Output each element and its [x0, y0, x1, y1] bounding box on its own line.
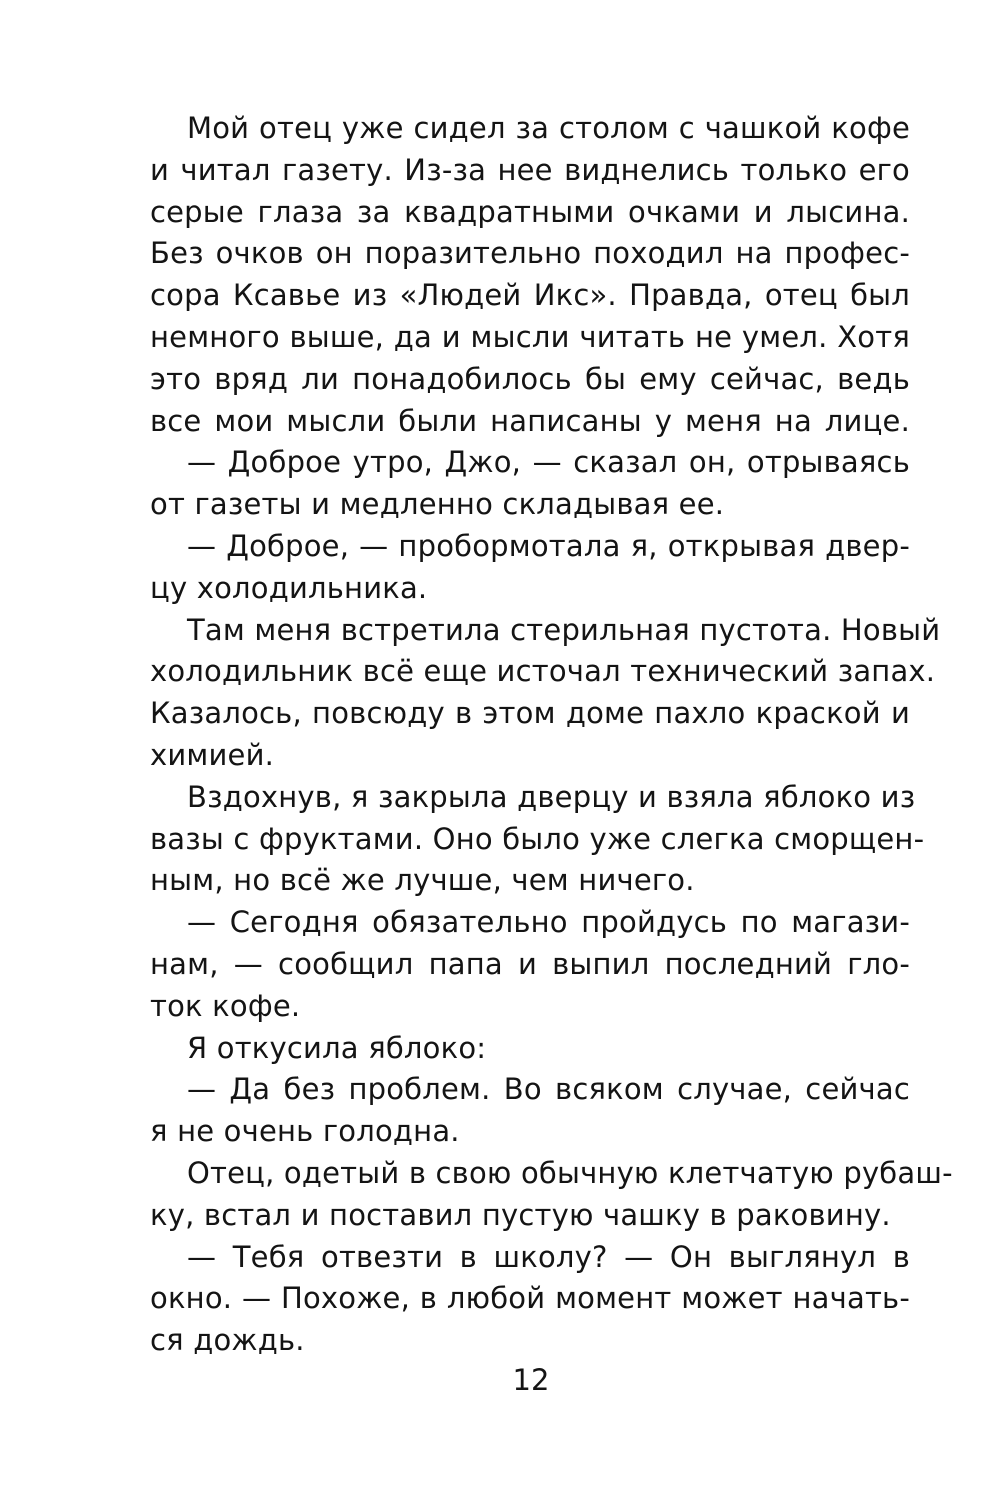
paragraph: [150, 1028, 910, 1070]
text-line: от газеты и медленно складывая ее.: [150, 487, 725, 522]
text-line: Казалось, повсюду в этом доме пахло краской и: [150, 696, 910, 731]
text-line: немного выше, да и мысли читать не умел. Хотя: [150, 319, 910, 354]
text-line: все мои мысли были написаны у меня на лице.: [150, 403, 910, 438]
paragraph: [150, 108, 910, 442]
paragraph: [150, 1237, 910, 1362]
text-line: нам, — сообщил папа и выпил последний гло-: [150, 946, 910, 981]
text-line: Без очков он поразительно походил на профес-: [150, 236, 910, 271]
text-line: — Да без проблем. Во всяком случае, сейчас: [187, 1072, 910, 1107]
text-line: Мой отец уже сидел за столом с чашкой кофе: [187, 111, 910, 145]
text-line: — Доброе, — пробормотала я, открывая двер-: [187, 528, 910, 563]
paragraph: [150, 1153, 953, 1237]
book-page-text: [150, 108, 953, 1362]
text-line: ку, встал и поставил пустую чашку в раковину.: [150, 1197, 891, 1232]
text-line: цу холодильника.: [150, 570, 428, 605]
paragraph: [150, 610, 941, 777]
text-line: Отец, одетый в свою обычную клетчатую рубаш-: [187, 1155, 953, 1190]
text-line: — Доброе утро, Джо, — сказал он, отрываясь: [187, 445, 910, 480]
text-line: — Сегодня обязательно пройдусь по магази-: [187, 905, 910, 940]
text-line: ся дождь.: [150, 1323, 305, 1358]
text-line: и читал газету. Из-за нее виднелись только его: [150, 152, 910, 187]
text-line: ным, но всё же лучше, чем ничего.: [150, 863, 695, 898]
text-line: я не очень голодна.: [150, 1114, 460, 1149]
text-line: Я откусила яблоко:: [187, 1030, 487, 1065]
paragraph: [150, 442, 910, 526]
paragraph: [150, 902, 910, 1027]
page-number: 12: [512, 1363, 550, 1397]
text-line: Там меня встретила стерильная пустота. Новый: [187, 612, 941, 647]
text-line: вазы с фруктами. Оно было уже слегка сморщен-: [150, 821, 925, 856]
text-line: ток кофе.: [150, 988, 301, 1023]
text-line: сора Ксавье из «Людей Икс». Правда, отец был: [150, 278, 910, 313]
text-line: — Тебя отвезти в школу? — Он выглянул в: [187, 1239, 910, 1274]
text-line: химией.: [150, 737, 275, 772]
text-line: холодильник всё еще источал технический запах.: [150, 654, 936, 689]
text-line: окно. — Похоже, в любой момент может начать-: [150, 1281, 910, 1316]
text-line: это вряд ли понадобилось бы ему сейчас, ведь: [150, 361, 910, 396]
text-line: Вздохнув, я закрыла дверцу и взяла яблоко из: [187, 779, 916, 814]
paragraph: [150, 526, 910, 610]
paragraph: [150, 777, 925, 902]
text-line: серые глаза за квадратными очками и лысина.: [150, 194, 910, 229]
paragraph: [150, 1069, 910, 1153]
